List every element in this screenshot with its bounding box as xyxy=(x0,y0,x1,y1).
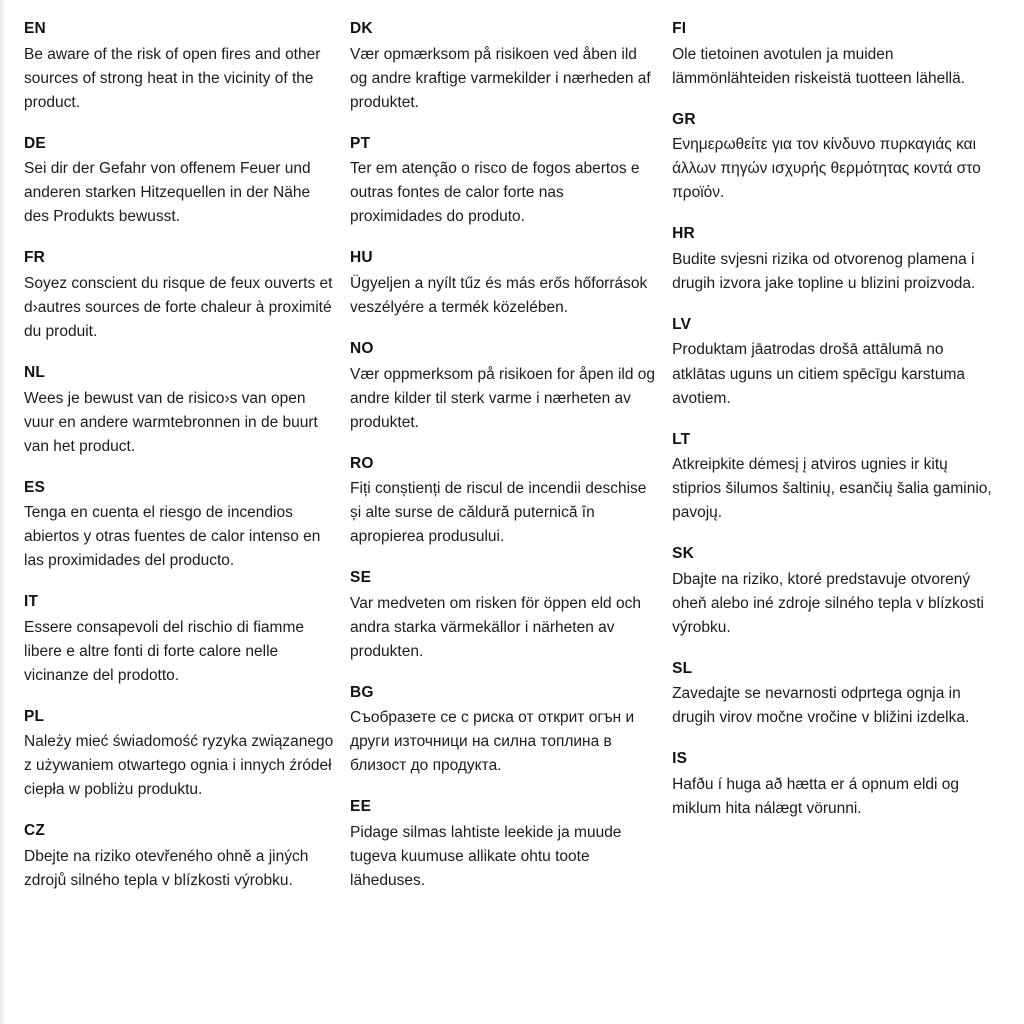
language-code: PL xyxy=(24,707,45,725)
language-code: CZ xyxy=(24,822,46,840)
language-code: PT xyxy=(350,134,371,152)
language-code: EE xyxy=(350,798,372,816)
language-entry xyxy=(350,684,658,779)
language-warning-text: Be aware of the risk of open fires and other sources of strong heat in the vicinity of the product. xyxy=(24,45,321,111)
language-entry xyxy=(672,225,1000,296)
language-code: NO xyxy=(350,339,374,357)
language-entry xyxy=(672,660,1000,731)
language-code: HR xyxy=(672,225,695,243)
language-entry xyxy=(672,111,1000,206)
language-entry xyxy=(672,431,1000,526)
language-warning-text: Pidage silmas lahtiste leekide ja muude tugeva kuumuse allikate ohtu toote läheduses. xyxy=(350,824,622,890)
language-warning-text: Съобразете се с риска от открит огън и други източници на силна топлина в близост до продукта. xyxy=(350,709,635,775)
language-warning-text: Dbejte na riziko otevřeného ohně a jiných zdrojů silného tepla v blízkosti výrobku. xyxy=(24,848,309,890)
language-warning-text: Budite svjesni rizika od otvorenog plamena i drugih izvora jake topline u blizini proizvoda. xyxy=(672,250,976,292)
language-entry xyxy=(672,20,1000,91)
language-entry xyxy=(350,569,658,664)
language-code: GR xyxy=(672,110,696,128)
language-code: IS xyxy=(672,750,688,768)
language-column-2 xyxy=(350,20,672,893)
language-code: DE xyxy=(24,134,46,152)
language-column-1 xyxy=(24,20,350,893)
language-entry xyxy=(24,822,336,893)
language-warning-text: Ole tietoinen avotulen ja muiden lämmönlähteiden riskeistä tuotteen lähellä. xyxy=(672,45,966,87)
language-code: ES xyxy=(24,478,46,496)
language-entry xyxy=(24,708,336,803)
language-entry xyxy=(350,20,658,115)
language-code: NL xyxy=(24,363,46,381)
language-entry xyxy=(672,316,1000,411)
language-warning-text: Vær oppmerksom på risikoen for åpen ild og andre kilder til sterk varme i nærheten av produktet. xyxy=(350,365,656,431)
language-entry xyxy=(24,593,336,688)
language-code: FI xyxy=(672,20,687,37)
language-warning-text: Fiți conștienți de riscul de incendii deschise și alte surse de căldură puternică în apropierea produsului. xyxy=(350,480,647,546)
language-entry xyxy=(24,135,336,230)
language-code: SE xyxy=(350,569,372,587)
language-code: LV xyxy=(672,315,692,333)
language-code: SL xyxy=(672,659,693,677)
language-entry xyxy=(350,340,658,435)
language-warning-text: Hafðu í huga að hætta er á opnum eldi og miklum hita nálægt vörunni. xyxy=(672,776,960,818)
language-warning-text: Atkreipkite dėmesį į atviros ugnies ir kitų stiprios šilumos šaltinių, esančių šalia gaminio, pavojų. xyxy=(672,456,992,522)
language-entry xyxy=(350,135,658,230)
language-warning-text: Zavedajte se nevarnosti odprtega ognja in drugih virov močne vročine v bližini izdelka. xyxy=(672,685,970,727)
language-code: SK xyxy=(672,545,695,563)
language-entry xyxy=(350,798,658,893)
language-warning-text: Sei dir der Gefahr von offenem Feuer und anderen starken Hitzequellen in der Nähe des Produkts bewusst. xyxy=(24,160,311,226)
language-warning-text: Ενημερωθείτε για τον κίνδυνο πυρκαγιάς και άλλων πηγών ισχυρής θερμότητας κοντά στο προϊόν. xyxy=(672,136,981,202)
language-entry xyxy=(24,479,336,574)
language-warning-text: Należy mieć świadomość ryzyka związanego z używaniem otwartego ognia i innych źródeł ciepła w pobliżu produktu. xyxy=(24,733,334,799)
language-entry xyxy=(24,364,336,459)
language-code: HU xyxy=(350,249,373,267)
language-warning-text: Ügyeljen a nyílt tűz és más erős hőforrások veszélyére a termék közelében. xyxy=(350,274,648,316)
language-warning-text: Tenga en cuenta el riesgo de incendios abiertos y otras fuentes de calor intenso en las proximidades del producto. xyxy=(24,504,321,570)
language-entry xyxy=(672,545,1000,640)
columns-container xyxy=(24,20,1000,1012)
language-code: IT xyxy=(24,593,39,611)
language-warning-text: Vær opmærksom på risikoen ved åben ild og andre kraftige varmekilder i nærheden af produktet. xyxy=(350,45,651,111)
language-entry xyxy=(350,249,658,320)
language-entry xyxy=(350,455,658,550)
language-warning-text: Var medveten om risken för öppen eld och andra starka värmekällor i närheten av produkten. xyxy=(350,594,641,660)
language-warning-text: Wees je bewust van de risico›s van open vuur en andere warmtebronnen in de buurt van het product. xyxy=(24,389,318,455)
language-warning-text: Produktam jāatrodas drošā attālumā no atklātas uguns un citiem spēcīgu karstuma avotiem. xyxy=(672,341,966,407)
language-code: FR xyxy=(24,249,46,267)
language-warning-text: Soyez conscient du risque de feux ouverts et d›autres sources de forte chaleur à proximité du produit. xyxy=(24,274,333,340)
language-code: DK xyxy=(350,20,373,37)
language-entry xyxy=(24,20,336,115)
language-entry xyxy=(672,750,1000,821)
language-warning-text: Ter em atenção o risco de fogos abertos e outras fontes de calor forte nas proximidades do produto. xyxy=(350,160,640,226)
language-code: EN xyxy=(24,20,46,37)
language-code: LT xyxy=(672,430,691,448)
language-warning-text: Essere consapevoli del rischio di fiamme libere e altre fonti di forte calore nelle vicinanze del prodotto. xyxy=(24,618,304,684)
language-code: RO xyxy=(350,454,374,472)
language-column-3 xyxy=(672,20,1000,821)
language-entry xyxy=(24,249,336,344)
language-code: BG xyxy=(350,683,374,701)
language-warning-text: Dbajte na riziko, ktoré predstavuje otvorený oheň alebo iné zdroje silného tepla v blízkosti výrobku. xyxy=(672,570,985,636)
